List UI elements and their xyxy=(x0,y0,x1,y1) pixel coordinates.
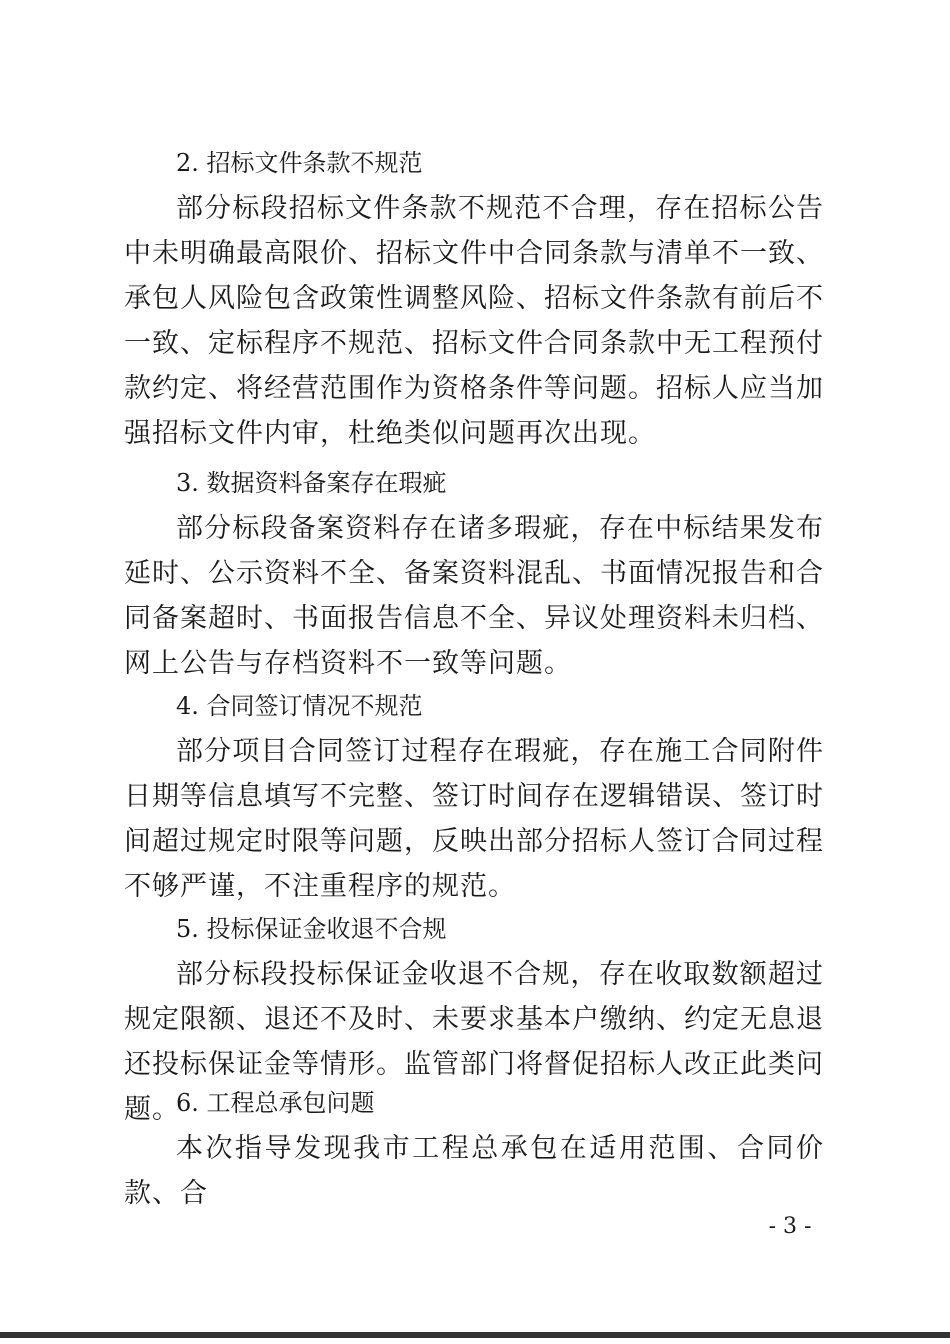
section-heading: 2. 招标文件条款不规范 xyxy=(176,149,423,177)
page-number: - 3 - xyxy=(768,1214,812,1239)
section-paragraph: 部分标段备案资料存在诸多瑕疵，存在中标结果发布延时、公示资料不全、备案资料混乱、书面情况报告和合同备案超时、书面报告信息不全、异议处理资料未归档、网上公告与存档资料不一致等问题。 xyxy=(124,513,824,679)
section-heading: 6. 工程总承包问题 xyxy=(176,1089,375,1117)
section-4 xyxy=(124,683,824,909)
section-3 xyxy=(124,460,824,686)
section-paragraph: 部分标段招标文件条款不规范不合理，存在招标公告中未明确最高限价、招标文件中合同条款与清单不一致、承包人风险包含政策性调整风险、招标文件条款有前后不一致、定标程序不规范、招标文件合同条款中无工程预付款约定、将经营范围作为资格条件等问题。招标人应当加强招标文件内审，杜绝类似问题再次出现。 xyxy=(124,193,824,449)
section-heading: 3. 数据资料备案存在瑕疵 xyxy=(176,469,447,497)
section-2 xyxy=(124,140,824,456)
section-heading: 5. 投标保证金收退不合规 xyxy=(176,915,447,943)
section-heading: 4. 合同签订情况不规范 xyxy=(176,692,423,720)
section-6 xyxy=(124,1080,824,1216)
section-paragraph: 部分项目合同签订过程存在瑕疵，存在施工合同附件日期等信息填写不完整、签订时间存在逻辑错误、签订时间超过规定时限等问题，反映出部分招标人签订合同过程不够严谨，不注重程序的规范。 xyxy=(124,736,824,902)
bottom-divider xyxy=(0,1332,950,1338)
section-paragraph: 部分标段投标保证金收退不合规，存在收取数额超过规定限额、退还不及时、未要求基本户缴纳、约定无息退还投标保证金等情形。监管部门将督促招标人改正此类问题。 xyxy=(124,959,824,1125)
section-paragraph: 本次指导发现我市工程总承包在适用范围、合同价款、合 xyxy=(124,1133,824,1209)
